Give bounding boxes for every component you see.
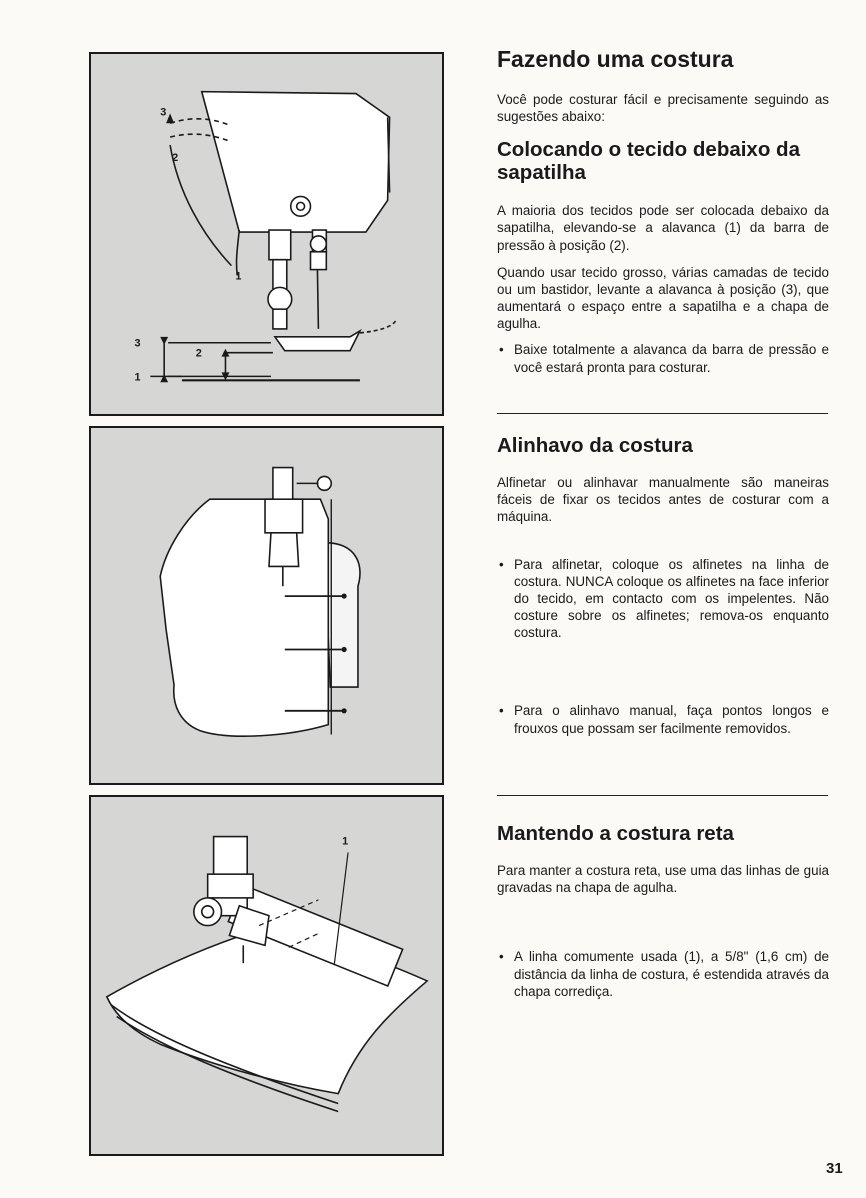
divider [497, 413, 828, 414]
seam-guide-illustration [91, 797, 442, 1154]
bullet-item: • A linha comumente usada (1), a 5/8" (1,6 cm) de distância da linha de costura, é estendida através da chapa corrediça. [497, 948, 829, 999]
section-title: Fazendo uma costura [497, 46, 734, 72]
lifter-lever [237, 230, 240, 275]
section-alinhavo [497, 434, 829, 737]
figure-pinning [89, 426, 444, 785]
label-gap-2: 2 [195, 347, 202, 360]
section-title: Mantendo a costura reta [497, 822, 734, 845]
presser-lever-illustration [91, 54, 442, 414]
section-title: Colocando o tecido debaixo da sapatilha [497, 138, 800, 185]
bullet-item: • Baixe totalmente a alavanca da barra de pressão e você estará pronta para costurar. [497, 341, 829, 375]
thumb-screw [291, 196, 311, 216]
section-mantendo [497, 822, 829, 1000]
label-lever-1: 1 [235, 270, 242, 283]
label-gap-3: 3 [134, 337, 141, 350]
paragraph: Você pode costurar fácil e precisamente seguindo as sugestões abaixo: [497, 91, 829, 125]
section-fazendo [497, 46, 829, 125]
page-number: 31 [826, 1160, 843, 1177]
paragraph: Para manter a costura reta, use uma das linhas de guia gravadas na chapa de agulha. [497, 863, 829, 896]
paragraph: Quando usar tecido grosso, várias camadas de tecido ou um bastidor, levante a alavanca à posição (3), que aumentará o espaço entre a sapatilha e a chapa de agulha. [497, 264, 829, 332]
fabric-piece [160, 499, 328, 736]
divider [497, 795, 828, 796]
label-lever-2: 2 [172, 151, 179, 164]
paragraph: Alfinetar ou alinhavar manualmente são maneiras fáceis de fixar os tecidos antes de costurar com a máquina. [497, 475, 829, 525]
pinning-illustration [91, 428, 442, 783]
presser-foot [275, 331, 360, 351]
bullet-item: • Para alfinetar, coloque os alfinetes na linha de costura. NUNCA coloque os alfinetes na face inferior do tecido, em contacto com os impelentes. Não costure sobre os alfinetes; remova-os enquanto costura. [497, 556, 829, 642]
presser-bar [269, 230, 291, 260]
figure-presser-lever [89, 52, 444, 416]
figure-seam-guide [89, 795, 444, 1156]
paragraph: A maioria dos tecidos pode ser colocada debaixo da sapatilha, elevando-se a alavanca (1) da barra de pressão à posição (2). [497, 203, 829, 253]
label-gap-1: 1 [134, 371, 141, 384]
section-colocando [497, 138, 829, 376]
section-title: Alinhavo da costura [497, 434, 693, 457]
bullet-item: • Para o alinhavo manual, faça pontos longos e frouxos que possam ser facilmente removidos. [497, 702, 829, 736]
label-lever-3: 3 [160, 106, 167, 119]
label-guide-1: 1 [342, 835, 349, 848]
